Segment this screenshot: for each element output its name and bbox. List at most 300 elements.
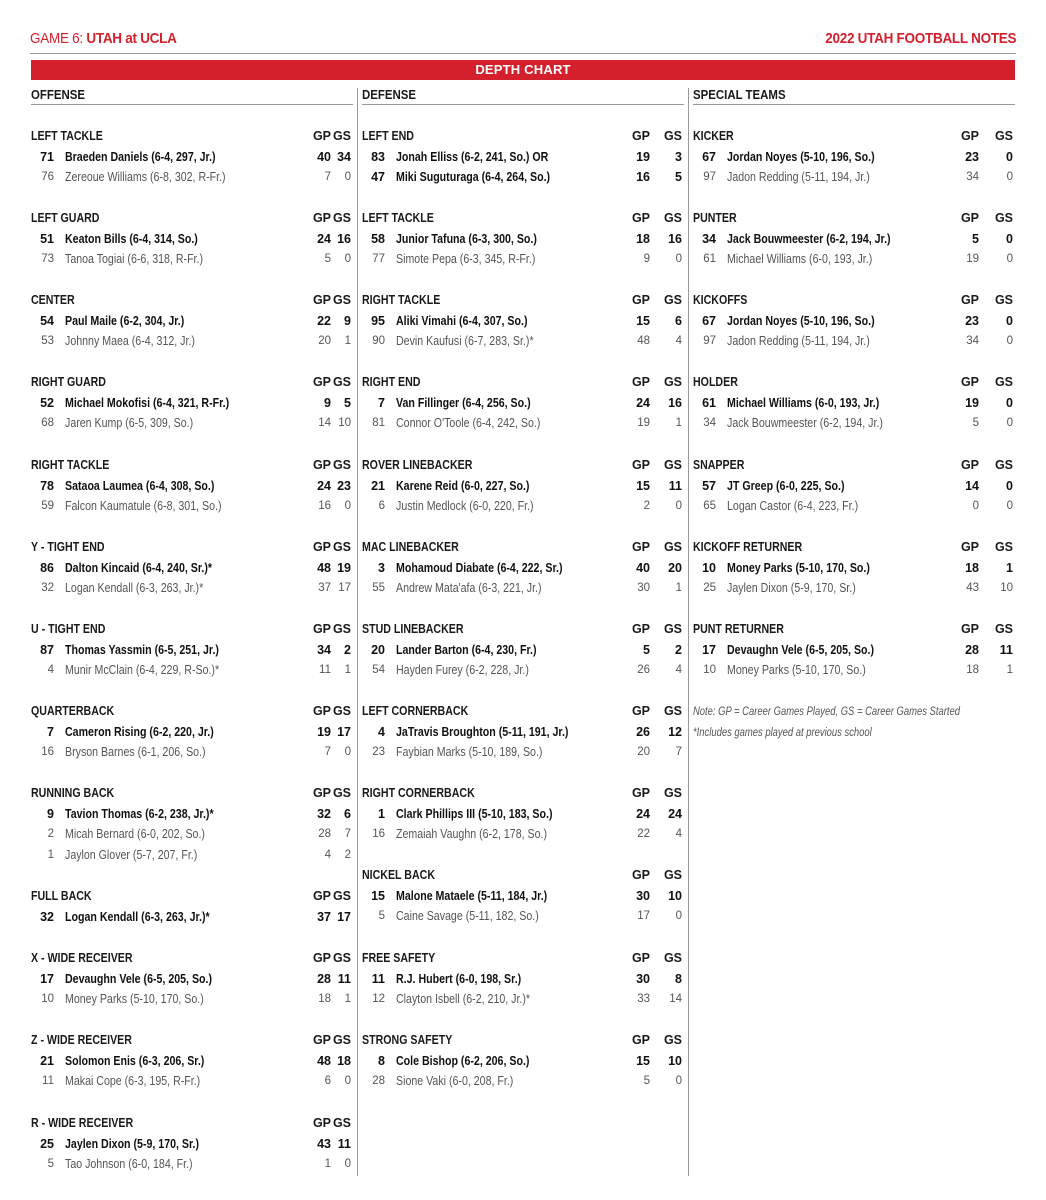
gs-header: GS — [663, 951, 682, 965]
games-played: 7 — [324, 171, 331, 184]
player-name-text: Makai Cope (6-3, 195, R-Fr.) — [65, 1074, 201, 1089]
gp-header: GP — [960, 622, 979, 636]
position-group — [362, 1030, 684, 1092]
games-played: 14 — [965, 478, 979, 493]
games-started: 17 — [337, 909, 351, 924]
player-row-backup — [31, 989, 353, 1010]
jersey-number: 21 — [40, 1053, 54, 1068]
player-row-starter — [31, 969, 353, 990]
jersey-number: 10 — [41, 993, 54, 1006]
position-name: RIGHT GUARD — [31, 375, 106, 389]
player-name — [396, 147, 575, 168]
games-started: 10 — [668, 888, 682, 903]
game-label: GAME 6: — [30, 30, 83, 47]
column-title — [362, 86, 684, 105]
position-title — [31, 1113, 353, 1134]
gs-header: GS — [994, 293, 1013, 307]
player-name — [727, 476, 865, 497]
games-played: 14 — [318, 417, 331, 430]
position-group — [31, 126, 353, 188]
player-row-backup — [31, 331, 353, 352]
games-played: 9 — [324, 395, 331, 410]
position-name: QUARTERBACK — [31, 704, 115, 718]
player-name-text: Keaton Bills (6-4, 314, So.) — [65, 231, 198, 246]
player-row-starter — [31, 558, 353, 579]
player-name — [65, 845, 221, 866]
gp-header: GP — [312, 786, 331, 800]
games-started: 0 — [344, 500, 351, 513]
position-title — [362, 783, 684, 804]
games-played: 19 — [636, 149, 650, 164]
player-name — [727, 558, 895, 579]
player-row-starter — [362, 722, 684, 743]
player-name-text: Solomon Enis (6-3, 206, Sr.) — [65, 1053, 205, 1068]
page-header — [30, 28, 1016, 52]
games-played: 30 — [637, 582, 650, 595]
player-name — [396, 742, 568, 763]
player-row-starter — [693, 476, 1015, 497]
gp-header: GP — [631, 704, 650, 718]
position-group — [362, 701, 684, 763]
jersey-number: 81 — [372, 417, 385, 430]
games-started: 0 — [1006, 395, 1013, 410]
player-name-text: Money Parks (5-10, 170, So.) — [65, 992, 204, 1007]
gp-header: GP — [960, 458, 979, 472]
games-played: 6 — [324, 1075, 331, 1088]
position-group — [693, 372, 1015, 434]
player-row-backup — [693, 249, 1015, 270]
gp-header: GP — [312, 211, 331, 225]
games-played: 48 — [317, 1053, 331, 1068]
gp-header: GP — [312, 293, 331, 307]
jersey-number: 61 — [703, 253, 716, 266]
player-row-backup — [693, 331, 1015, 352]
games-played: 5 — [643, 642, 650, 657]
gs-header: GS — [994, 458, 1013, 472]
games-started: 12 — [668, 724, 682, 739]
gp-header: GP — [631, 868, 650, 882]
position-title — [31, 701, 353, 722]
games-played: 24 — [317, 231, 331, 246]
jersey-number: 16 — [372, 828, 385, 841]
position-group — [31, 290, 353, 352]
position-title — [693, 126, 1015, 147]
gs-header: GS — [994, 129, 1013, 143]
player-name-text: Tavion Thomas (6-2, 238, Jr.)* — [65, 806, 214, 821]
position-title — [693, 455, 1015, 476]
games-started: 0 — [675, 500, 682, 513]
player-row-backup — [31, 1154, 353, 1175]
player-name — [727, 496, 881, 517]
jersey-number: 17 — [702, 642, 716, 657]
gp-header: GP — [960, 375, 979, 389]
position-group — [362, 455, 684, 517]
position-title — [693, 290, 1015, 311]
position-group — [693, 290, 1015, 352]
games-started: 7 — [675, 746, 682, 759]
games-started: 0 — [344, 1075, 351, 1088]
player-name — [727, 331, 895, 352]
player-name — [65, 1051, 229, 1072]
games-played: 22 — [317, 313, 331, 328]
player-row-starter — [362, 167, 684, 188]
position-title — [362, 865, 684, 886]
player-row-starter — [362, 558, 684, 579]
position-name: PUNTER — [693, 211, 737, 225]
player-name-text: Paul Maile (6-2, 304, Jr.) — [65, 313, 185, 328]
position-name: U - TIGHT END — [31, 622, 106, 636]
player-name-text: Logan Castor (6-4, 223, Fr.) — [727, 499, 859, 514]
gp-header: GP — [631, 1033, 650, 1047]
player-row-backup — [31, 1071, 353, 1092]
gs-header: GS — [332, 786, 351, 800]
position-name: Y - TIGHT END — [31, 540, 105, 554]
games-played: 37 — [317, 909, 331, 924]
player-name — [396, 804, 580, 825]
gp-header: GP — [312, 889, 331, 903]
player-row-starter — [362, 1051, 684, 1072]
player-name-text: Tanoa Togiai (6-6, 318, R-Fr.) — [65, 252, 204, 267]
jersey-number: 34 — [702, 231, 716, 246]
position-title — [31, 290, 353, 311]
jersey-number: 7 — [378, 395, 385, 410]
position-group — [31, 455, 353, 517]
player-name-text: Jack Bouwmeester (6-2, 194, Jr.) — [727, 416, 883, 431]
position-title — [362, 455, 684, 476]
player-row-backup — [362, 742, 684, 763]
player-row-starter — [362, 886, 684, 907]
player-name-text: Devaughn Vele (6-5, 205, So.) — [727, 642, 875, 657]
position-title — [693, 208, 1015, 229]
gs-header: GS — [994, 622, 1013, 636]
games-played: 24 — [636, 806, 650, 821]
games-played: 20 — [318, 335, 331, 348]
games-started: 0 — [675, 253, 682, 266]
jersey-number: 20 — [371, 642, 385, 657]
games-started: 0 — [1006, 417, 1013, 430]
games-started: 1 — [344, 993, 351, 1006]
position-group — [693, 208, 1015, 270]
player-name-text: Johnny Maea (6-4, 312, Jr.) — [65, 334, 195, 349]
publication-title: 2022 UTAH FOOTBALL NOTES — [824, 30, 1016, 47]
games-started: 20 — [668, 560, 682, 575]
games-started: 0 — [344, 746, 351, 759]
position-name: RIGHT CORNERBACK — [362, 786, 475, 800]
games-started: 4 — [675, 335, 682, 348]
position-name: KICKER — [693, 129, 734, 143]
games-played: 28 — [318, 828, 331, 841]
position-name: PUNT RETURNER — [693, 622, 784, 636]
column-title — [31, 86, 353, 105]
games-started: 10 — [668, 1053, 682, 1068]
games-started: 11 — [999, 642, 1013, 657]
position-name: X - WIDE RECEIVER — [31, 951, 133, 965]
jersey-number: 8 — [378, 1053, 385, 1068]
position-group — [31, 783, 353, 865]
player-name-text: Jaylon Glover (5-7, 207, Fr.) — [65, 847, 198, 862]
player-name-text: Caine Savage (5-11, 182, So.) — [396, 909, 539, 924]
player-name-text: Mohamoud Diabate (6-4, 222, Sr.) — [396, 560, 563, 575]
player-name — [65, 969, 238, 990]
jersey-number: 95 — [371, 313, 385, 328]
column-title-text: SPECIAL TEAMS — [693, 87, 786, 102]
player-row-backup — [31, 578, 353, 599]
player-row-starter — [31, 804, 353, 825]
jersey-number: 55 — [372, 582, 385, 595]
position-group — [31, 1113, 353, 1175]
games-started: 6 — [344, 806, 351, 821]
games-played: 43 — [317, 1136, 331, 1151]
player-name-text: Logan Kendall (6-3, 263, Jr.)* — [65, 581, 204, 596]
player-name — [65, 989, 228, 1010]
games-played: 34 — [966, 171, 979, 184]
gp-header: GP — [960, 540, 979, 554]
player-row-starter — [362, 476, 684, 497]
player-name-text: Devaughn Vele (6-5, 205, So.) — [65, 971, 213, 986]
gp-header: GP — [312, 375, 331, 389]
player-name-text: Cole Bishop (6-2, 206, So.) — [396, 1053, 530, 1068]
player-name-text: Junior Tafuna (6-3, 300, So.) — [396, 231, 537, 246]
player-row-backup — [693, 413, 1015, 434]
games-played: 18 — [636, 231, 650, 246]
position-name: R - WIDE RECEIVER — [31, 1116, 134, 1130]
player-name-text: Clayton Isbell (6-2, 210, Jr.)* — [396, 992, 531, 1007]
games-played: 19 — [966, 253, 979, 266]
gp-header: GP — [631, 293, 650, 307]
position-title — [31, 783, 353, 804]
column-special-teams — [693, 86, 1015, 1176]
game-matchup: UTAH at UCLA — [86, 30, 177, 47]
jersey-number: 78 — [40, 478, 54, 493]
position-name: RIGHT END — [362, 375, 421, 389]
player-name-text: JT Greep (6-0, 225, So.) — [727, 478, 845, 493]
player-name-text: Jordan Noyes (5-10, 196, So.) — [727, 149, 875, 164]
player-row-starter — [362, 393, 684, 414]
player-row-starter — [362, 640, 684, 661]
position-group — [31, 208, 353, 270]
jersey-number: 11 — [371, 971, 385, 986]
gs-header: GS — [663, 293, 682, 307]
games-started: 23 — [337, 478, 351, 493]
games-started: 16 — [668, 231, 682, 246]
player-row-backup — [693, 578, 1015, 599]
gs-header: GS — [994, 540, 1013, 554]
position-name: Z - WIDE RECEIVER — [31, 1033, 132, 1047]
player-name-text: Karene Reid (6-0, 227, So.) — [396, 478, 530, 493]
player-row-backup — [31, 742, 353, 763]
player-name-text: Jack Bouwmeester (6-2, 194, Jr.) — [727, 231, 891, 246]
position-title — [362, 1030, 684, 1051]
player-name-text: Faybian Marks (5-10, 189, So.) — [396, 745, 543, 760]
gs-header: GS — [994, 375, 1013, 389]
games-played: 20 — [637, 746, 650, 759]
jersey-number: 97 — [703, 335, 716, 348]
gs-header: GS — [663, 786, 682, 800]
player-row-backup — [362, 578, 684, 599]
games-played: 30 — [636, 971, 650, 986]
gs-header: GS — [663, 375, 682, 389]
games-started: 10 — [338, 417, 351, 430]
player-name — [65, 331, 218, 352]
player-name — [396, 1071, 534, 1092]
jersey-number: 9 — [47, 806, 54, 821]
player-name — [65, 640, 246, 661]
position-title — [31, 455, 353, 476]
jersey-number: 11 — [42, 1075, 54, 1088]
player-name — [65, 722, 240, 743]
jersey-number: 23 — [372, 746, 385, 759]
games-started: 4 — [675, 664, 682, 677]
gp-header: GP — [631, 622, 650, 636]
gp-header: GP — [631, 540, 650, 554]
jersey-number: 16 — [41, 746, 54, 759]
gs-header: GS — [663, 868, 682, 882]
player-row-backup — [31, 660, 353, 681]
gs-header: GS — [663, 129, 682, 143]
games-played: 5 — [972, 417, 979, 430]
games-played: 23 — [965, 149, 979, 164]
jersey-number: 2 — [47, 828, 54, 841]
column-divider — [688, 88, 689, 1176]
player-name-text: Munir McClain (6-4, 229, R-So.)* — [65, 663, 220, 678]
player-row-starter — [31, 147, 353, 168]
position-group — [362, 537, 684, 599]
player-row-backup — [362, 824, 684, 845]
player-row-starter — [31, 907, 353, 928]
player-name — [396, 393, 554, 414]
games-started: 3 — [675, 149, 682, 164]
player-name-text: Logan Kendall (6-3, 263, Jr.)* — [65, 909, 210, 924]
position-name: ROVER LINEBACKER — [362, 458, 473, 472]
position-name: NICKEL BACK — [362, 868, 436, 882]
position-title — [31, 886, 353, 907]
jersey-number: 32 — [41, 582, 54, 595]
player-row-backup — [362, 249, 684, 270]
player-row-starter — [693, 311, 1015, 332]
games-started: 14 — [669, 993, 682, 1006]
gp-header: GP — [312, 129, 331, 143]
player-name-text: Miki Suguturaga (6-4, 264, So.) — [396, 170, 551, 185]
games-started: 0 — [675, 910, 682, 923]
games-played: 26 — [636, 724, 650, 739]
player-name — [396, 229, 562, 250]
player-name — [396, 640, 561, 661]
column-title-text: OFFENSE — [31, 87, 86, 102]
player-row-backup — [362, 989, 684, 1010]
gs-header: GS — [663, 704, 682, 718]
player-row-starter — [31, 1134, 353, 1155]
player-row-starter — [362, 229, 684, 250]
games-played: 37 — [318, 582, 331, 595]
position-title — [31, 208, 353, 229]
player-name — [65, 824, 230, 845]
games-played: 30 — [636, 888, 650, 903]
player-name — [65, 249, 227, 270]
jersey-number: 61 — [702, 395, 716, 410]
games-played: 15 — [636, 478, 650, 493]
games-played: 5 — [643, 1075, 650, 1088]
player-name — [65, 413, 216, 434]
position-title — [31, 619, 353, 640]
games-started: 1 — [1006, 560, 1013, 575]
player-row-backup — [693, 496, 1015, 517]
gp-header: GP — [312, 1116, 331, 1130]
position-group — [31, 1030, 353, 1092]
header-divider — [30, 53, 1016, 54]
gs-header: GS — [332, 622, 351, 636]
games-started: 0 — [344, 253, 351, 266]
player-name — [65, 1154, 215, 1175]
games-started: 24 — [668, 806, 682, 821]
position-title — [31, 537, 353, 558]
jersey-number: 52 — [40, 395, 54, 410]
player-name-text: Jonah Elliss (6-2, 241, So.) OR — [396, 149, 549, 164]
player-name — [396, 1051, 553, 1072]
gs-header: GS — [663, 211, 682, 225]
games-started: 0 — [1006, 149, 1013, 164]
games-played: 0 — [972, 500, 979, 513]
player-name-text: Jordan Noyes (5-10, 196, So.) — [727, 313, 875, 328]
player-name — [727, 229, 919, 250]
player-name-text: Bryson Barnes (6-1, 206, So.) — [65, 745, 206, 760]
games-started: 1 — [1006, 664, 1013, 677]
position-group — [31, 886, 353, 927]
player-name-text: Jaylen Dixon (5-9, 170, Sr.) — [65, 1136, 200, 1151]
jersey-number: 90 — [372, 335, 385, 348]
player-row-backup — [31, 824, 353, 845]
games-played: 48 — [317, 560, 331, 575]
player-name — [396, 331, 558, 352]
position-group — [362, 290, 684, 352]
gs-header: GS — [663, 458, 682, 472]
gp-header: GP — [631, 211, 650, 225]
games-started: 18 — [337, 1053, 351, 1068]
gs-header: GS — [332, 1116, 351, 1130]
gs-header: GS — [332, 1033, 351, 1047]
player-row-backup — [693, 167, 1015, 188]
gs-header: GS — [663, 540, 682, 554]
player-name — [396, 496, 558, 517]
games-played: 16 — [636, 170, 650, 185]
games-started: 9 — [344, 313, 351, 328]
gp-header: GP — [631, 375, 650, 389]
player-name — [396, 906, 564, 927]
games-started: 7 — [344, 828, 351, 841]
player-row-starter — [31, 393, 353, 414]
jersey-number: 87 — [40, 642, 54, 657]
player-name — [727, 393, 906, 414]
gp-header: GP — [960, 211, 979, 225]
games-played: 34 — [317, 642, 331, 657]
gp-header: GP — [631, 129, 650, 143]
position-title — [31, 126, 353, 147]
player-row-starter — [693, 147, 1015, 168]
player-row-starter — [362, 147, 684, 168]
position-title — [693, 372, 1015, 393]
player-name-text: Zereoue Williams (6-8, 302, R-Fr.) — [65, 170, 226, 185]
player-name-text: Dalton Kincaid (6-4, 240, Sr.)* — [65, 560, 213, 575]
player-name-text: Andrew Mata'afa (6-3, 221, Jr.) — [396, 581, 542, 596]
position-name: STUD LINEBACKER — [362, 622, 464, 636]
player-name — [727, 578, 878, 599]
jersey-number: 76 — [41, 171, 54, 184]
player-name — [65, 229, 221, 250]
position-group — [362, 948, 684, 1010]
jersey-number: 34 — [703, 417, 716, 430]
player-row-starter — [362, 969, 684, 990]
gp-header: GP — [312, 458, 331, 472]
player-name-text: Sione Vaki (6-0, 208, Fr.) — [396, 1074, 514, 1089]
